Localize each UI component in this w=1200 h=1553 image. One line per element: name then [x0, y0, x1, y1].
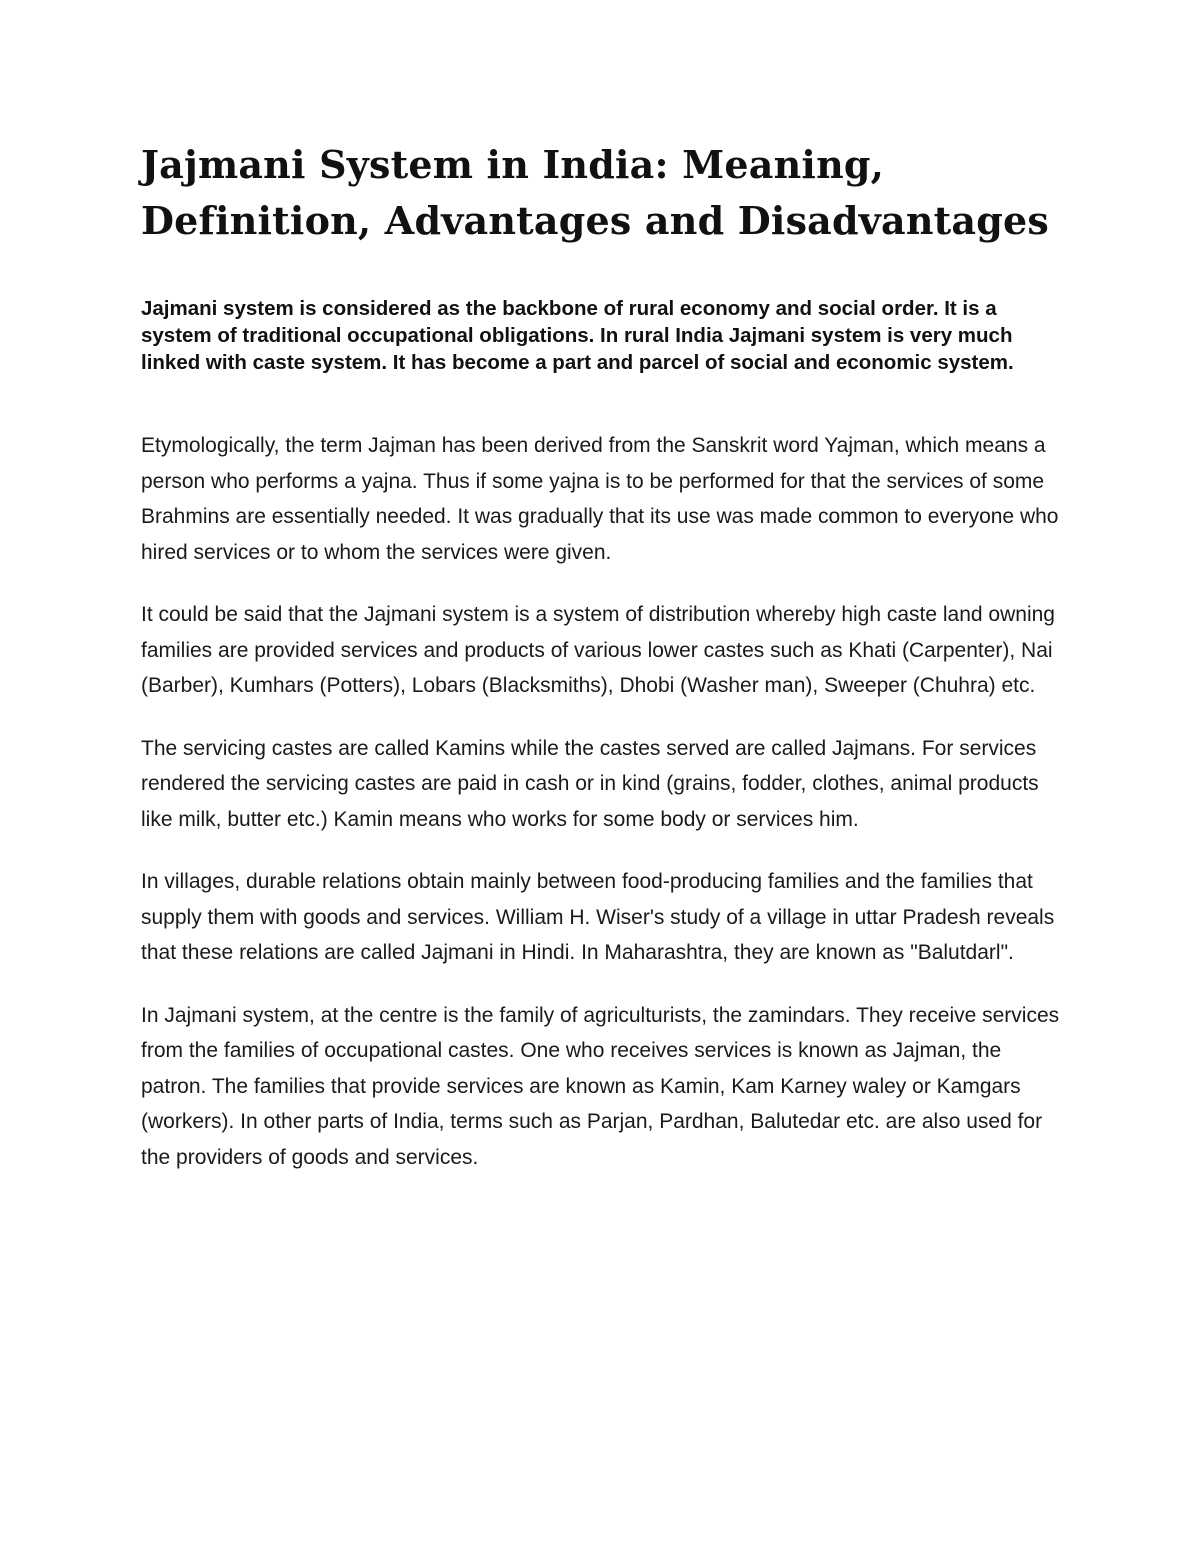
document-content — [141, 137, 1071, 1175]
paragraph-villages: In villages, durable relations obtain mainly between food-producing families and the families that supply them with goods and services. William H. Wiser's study of a village in uttar Pradesh reveals that these relations are called Jajmani in Hindi. In Maharashtra, they are known as "Balutdarl". — [141, 870, 1055, 964]
paragraph-etymology: Etymologically, the term Jajman has been derived from the Sanskrit word Yajman, which means a person who performs a yajna. Thus if some yajna is to be performed for that the services of some Brahmins are essentially needed. It was gradually that its use was made common to everyone who hired services or to whom the services were given. — [141, 434, 1059, 564]
paragraph-kamins: The servicing castes are called Kamins while the castes served are called Jajmans. For services rendered the servicing castes are paid in cash or in kind (grains, fodder, clothes, animal products like milk, butter etc.) Kamin means who works for some body or services him. — [141, 736, 1039, 831]
paragraph-distribution: It could be said that the Jajmani system is a system of distribution whereby high caste land owning families are provided services and products of various lower castes such as Khati (Carpenter), Nai (Barber), Kumhars (Potters), Lobars (Blacksmiths), Dhobi (Washer man), Sweeper (Chuhra) etc. — [141, 603, 1055, 697]
lead-paragraph: Jajmani system is considered as the backbone of rural economy and social order. It is a system of traditional occupational obligations. In rural India Jajmani system is very much linked with caste system. It has become a part and parcel of social and economic system. — [141, 297, 1014, 374]
paragraph-centre: In Jajmani system, at the centre is the family of agriculturists, the zamindars. They receive services from the families of occupational castes. One who receives services is known as Jajman, the patron. The families that provide services are known as Kamin, Kam Karney waley or Kamgars (workers). In other parts of India, terms such as Parjan, Pardhan, Balutedar etc. are also used for the providers of goods and services. — [141, 1003, 1060, 1169]
body-text — [141, 428, 1071, 1175]
page-title: Jajmani System in India: Meaning, Definition, Advantages and Disadvantages — [141, 142, 1049, 243]
